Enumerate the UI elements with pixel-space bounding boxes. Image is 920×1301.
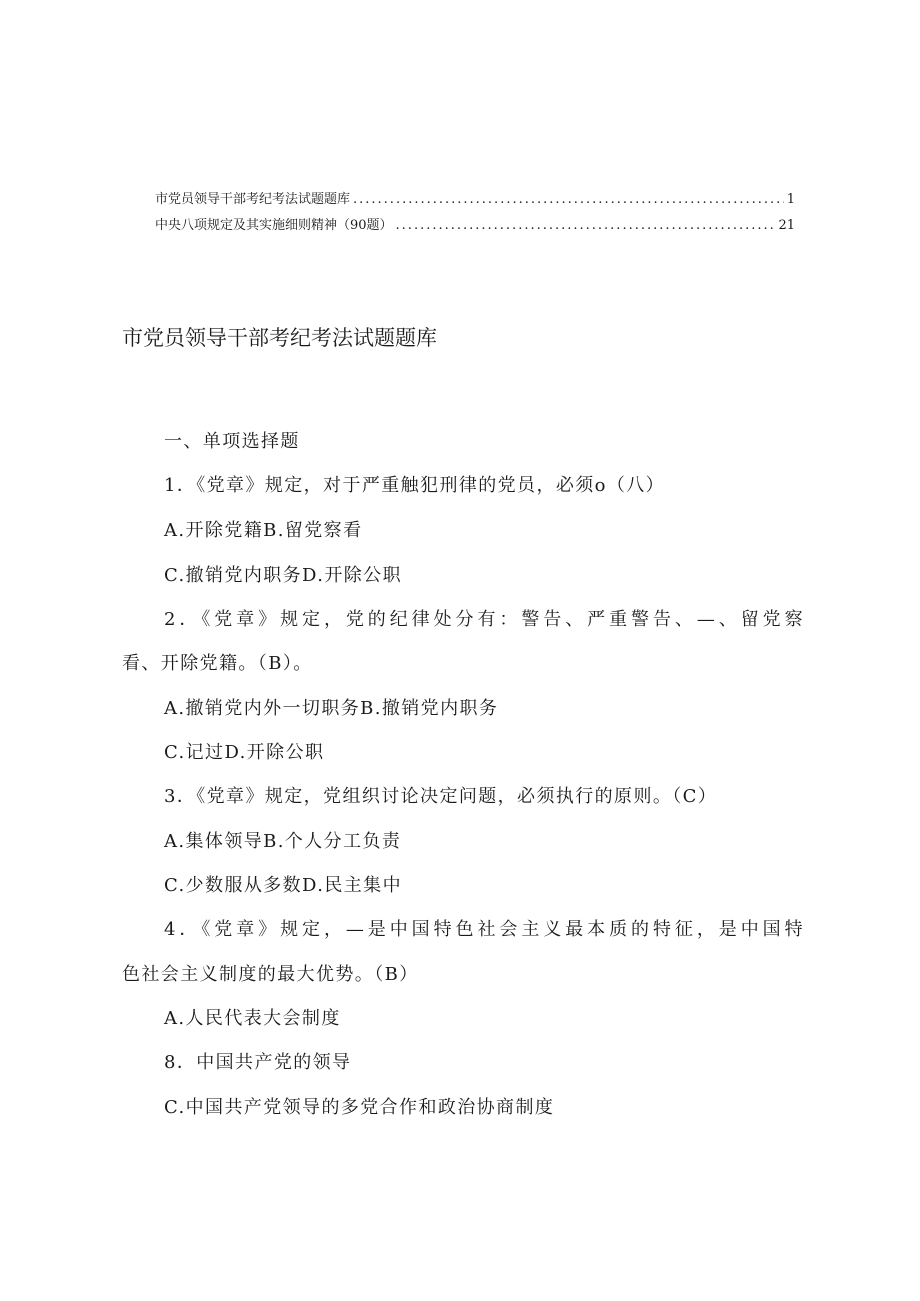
question-line-continued: 色社会主义制度的最大优势。（B） (122, 964, 419, 985)
table-of-contents (155, 187, 795, 239)
option-line: A.集体领导B.个人分工负责 (164, 831, 402, 852)
option-line: A.人民代表大会制度 (164, 1008, 341, 1029)
option-line: C.中国共产党领导的多党合作和政治协商制度 (164, 1097, 555, 1118)
toc-entry[interactable] (155, 187, 795, 213)
question-line: 4．《党章》规定，—是中国特色社会主义最本质的特征，是中国特 (164, 919, 804, 940)
option-line: C.少数服从多数D.民主集中 (164, 875, 402, 896)
option-line: A.撤销党内外一切职务B.撤销党内职务 (164, 698, 499, 719)
toc-entry-page: 21 (778, 218, 795, 233)
toc-entry-page: 1 (786, 192, 795, 207)
question-line: 3．《党章》规定，党组织讨论决定问题，必须执行的原则。（C） (164, 786, 718, 807)
toc-dot-leader (353, 187, 784, 213)
option-line: A.开除党籍B.留党察看 (164, 520, 363, 541)
section-title: 一、单项选择题 (164, 431, 300, 452)
toc-dot-leader (396, 213, 776, 239)
document-heading: 市党员领导干部考纪考法试题题库 (122, 326, 437, 350)
toc-entry[interactable] (155, 213, 795, 239)
option-line: C.记过D.开除公职 (164, 742, 325, 763)
question-line-continued: 看、开除党籍。（B）。 (122, 653, 313, 674)
toc-entry-title: 市党员领导干部考纪考法试题题库 (155, 192, 351, 207)
question-line: 2．《党章》规定，党的纪律处分有：警告、严重警告、—、留党察 (164, 609, 804, 630)
option-line: 8．中国共产党的领导 (164, 1052, 352, 1073)
toc-entry-title: 中央八项规定及其实施细则精神（90题） (155, 218, 393, 233)
option-line: C.撤销党内职务D.开除公职 (164, 565, 402, 586)
question-line: 1．《党章》规定，对于严重触犯刑律的党员，必须o（八） (164, 475, 666, 496)
